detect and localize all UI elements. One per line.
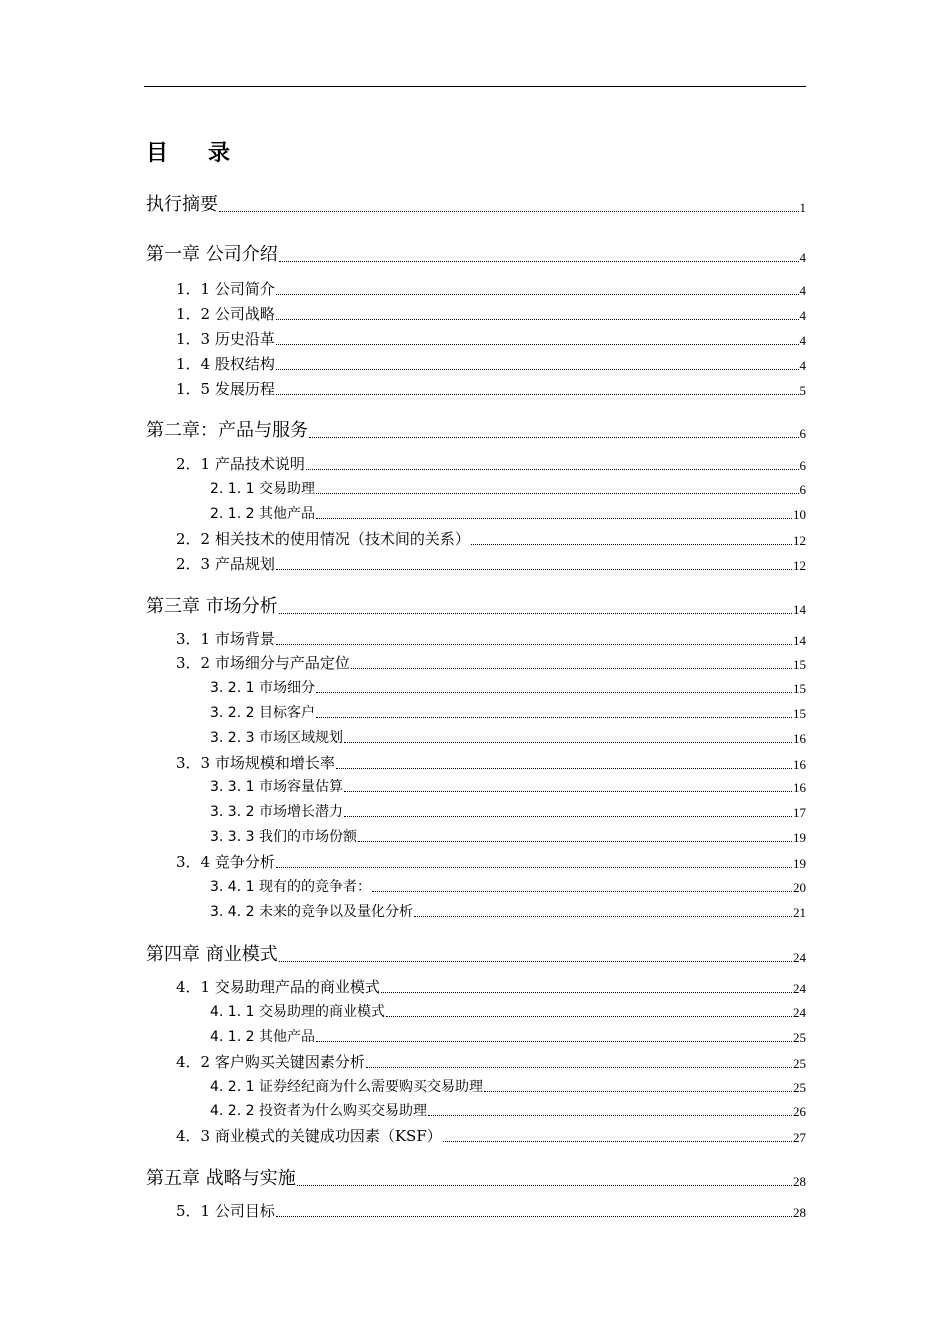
toc-page-number: 6 — [799, 482, 806, 497]
toc-leader-dots — [351, 667, 792, 669]
toc-section-entry[interactable] — [176, 528, 806, 549]
toc-section-entry[interactable] — [176, 1200, 806, 1221]
toc-leader-dots — [381, 991, 792, 993]
toc-page-number: 20 — [793, 880, 806, 895]
toc-page-number: 4 — [799, 250, 806, 265]
toc-leader-dots — [276, 343, 799, 345]
toc-page-number: 1 — [799, 200, 806, 215]
toc-page-number: 27 — [793, 1130, 806, 1145]
toc-page-number: 26 — [793, 1104, 806, 1119]
toc-entry-label: 第二章：产品与服务 — [146, 420, 308, 441]
toc-leader-dots — [309, 436, 799, 438]
toc-leader-dots — [316, 1040, 792, 1042]
toc-section-entry[interactable] — [176, 851, 806, 872]
toc-subsection-entry[interactable] — [210, 478, 806, 498]
header-rule — [144, 86, 806, 87]
toc-leader-dots — [366, 1066, 792, 1068]
toc-leader-dots — [316, 716, 792, 718]
toc-entry-label: 1．5 发展历程 — [176, 380, 275, 398]
toc-entry-label: 第三章 市场分析 — [146, 596, 278, 617]
toc-page-number: 4 — [799, 283, 806, 298]
toc-title: 目录 — [146, 141, 271, 166]
toc-entry-label: 1．1 公司简介 — [176, 280, 275, 298]
toc-subsection-entry[interactable] — [210, 1076, 806, 1096]
toc-entry-label: 4．1 交易助理产品的商业模式 — [176, 978, 380, 996]
toc-entry-label: 1．4 股权结构 — [176, 355, 275, 373]
toc-section-entry[interactable] — [176, 976, 806, 997]
toc-entry-label: 执行摘要 — [146, 194, 218, 215]
toc-subsection-entry[interactable] — [210, 727, 806, 747]
toc-entry-label: 2. 1. 2 其他产品 — [210, 506, 315, 522]
toc-entry-label: 3. 2. 3 市场区域规划 — [210, 730, 343, 746]
toc-leader-dots — [276, 1215, 792, 1217]
toc-leader-dots — [484, 1090, 792, 1092]
toc-section-entry[interactable] — [176, 1125, 806, 1146]
toc-page-number: 15 — [793, 706, 806, 721]
toc-page-number: 16 — [793, 757, 806, 772]
toc-page-number: 10 — [793, 507, 806, 522]
toc-page-number: 28 — [793, 1205, 806, 1220]
toc-page-number: 28 — [793, 1174, 806, 1189]
toc-leader-dots — [276, 393, 799, 395]
toc-entry-label: 1．2 公司战略 — [176, 305, 275, 323]
toc-section-entry[interactable] — [176, 328, 806, 349]
toc-leader-dots — [443, 1140, 792, 1142]
toc-page-number: 4 — [799, 333, 806, 348]
toc-leader-dots — [279, 612, 792, 614]
toc-chapter-entry[interactable] — [146, 1164, 806, 1190]
toc-page-number: 5 — [799, 383, 806, 398]
toc-subsection-entry[interactable] — [210, 503, 806, 523]
toc-leader-dots — [336, 767, 792, 769]
toc-leader-dots — [414, 915, 792, 917]
toc-section-entry[interactable] — [176, 378, 806, 399]
toc-entry-label: 2．1 产品技术说明 — [176, 455, 305, 473]
toc-leader-dots — [344, 790, 792, 792]
toc-page-number: 25 — [793, 1056, 806, 1071]
toc-leader-dots — [316, 492, 799, 494]
toc-page-number: 12 — [793, 533, 806, 548]
toc-section-entry[interactable] — [176, 1051, 806, 1072]
toc-page-number: 25 — [793, 1030, 806, 1045]
toc-entry-label: 第五章 战略与实施 — [146, 1168, 296, 1189]
toc-section-entry[interactable] — [176, 628, 806, 649]
toc-leader-dots — [316, 691, 792, 693]
toc-page-number: 19 — [793, 830, 806, 845]
toc-leader-dots — [276, 866, 792, 868]
toc-entry-label: 4. 1. 1 交易助理的商业模式 — [210, 1004, 385, 1020]
toc-leader-dots — [219, 210, 799, 212]
toc-chapter-entry[interactable] — [146, 416, 806, 442]
toc-page-number: 24 — [793, 981, 806, 996]
toc-page-number: 4 — [799, 308, 806, 323]
toc-page-number: 24 — [793, 1005, 806, 1020]
toc-leader-dots — [276, 568, 792, 570]
toc-leader-dots — [344, 741, 792, 743]
toc-leader-dots — [316, 517, 792, 519]
toc-section-entry[interactable] — [176, 353, 806, 374]
toc-leader-dots — [372, 890, 792, 892]
toc-leader-dots — [297, 1184, 792, 1186]
toc-page-number: 15 — [793, 657, 806, 672]
toc-entry-label: 3. 4. 2 未来的竞争以及量化分析 — [210, 904, 413, 920]
toc-entry-label: 3. 3. 2 市场增长潜力 — [210, 804, 343, 820]
toc-entry-label: 3. 3. 3 我们的市场份额 — [210, 829, 357, 845]
toc-section-entry[interactable] — [176, 453, 806, 474]
toc-leader-dots — [276, 318, 799, 320]
toc-entry-label: 2．2 相关技术的使用情况（技术间的关系） — [176, 530, 470, 548]
toc-entry-label: 4. 2. 2 投资者为什么购买交易助理 — [210, 1103, 427, 1119]
toc-page-number: 6 — [799, 426, 806, 441]
toc-subsection-entry[interactable] — [210, 776, 806, 796]
toc-leader-dots — [306, 468, 799, 470]
toc-section-entry[interactable] — [176, 303, 806, 324]
toc-chapter-entry[interactable] — [146, 592, 806, 618]
toc-page-number: 17 — [793, 805, 806, 820]
toc-entry-label: 第四章 商业模式 — [146, 944, 278, 965]
toc-chapter-entry[interactable] — [146, 190, 806, 216]
toc-entry-label: 1．3 历史沿革 — [176, 330, 275, 348]
toc-section-entry[interactable] — [176, 752, 806, 773]
toc-page-number: 14 — [793, 633, 806, 648]
toc-subsection-entry[interactable] — [210, 1026, 806, 1046]
toc-leader-dots — [276, 293, 799, 295]
toc-entry-label: 2．3 产品规划 — [176, 555, 275, 573]
toc-page-number: 4 — [799, 358, 806, 373]
toc-section-entry[interactable] — [176, 652, 806, 673]
toc-leader-dots — [386, 1015, 792, 1017]
toc-entry-label: 2. 1. 1 交易助理 — [210, 481, 315, 497]
toc-leader-dots — [471, 543, 792, 545]
toc-leader-dots — [358, 840, 792, 842]
toc-entry-label: 3．1 市场背景 — [176, 630, 275, 648]
toc-entry-label: 4．2 客户购买关键因素分析 — [176, 1053, 365, 1071]
toc-section-entry[interactable] — [176, 553, 806, 574]
toc-entry-label: 3．2 市场细分与产品定位 — [176, 654, 350, 672]
toc-entry-label: 4. 1. 2 其他产品 — [210, 1029, 315, 1045]
toc-entry-label: 第一章 公司介绍 — [146, 244, 278, 265]
toc-chapter-entry[interactable] — [146, 240, 806, 266]
toc-entry-label: 4. 2. 1 证券经纪商为什么需要购买交易助理 — [210, 1079, 483, 1095]
toc-entry-label: 3. 3. 1 市场容量估算 — [210, 779, 343, 795]
toc-entry-label: 4．3 商业模式的关键成功因素（KSF） — [176, 1127, 442, 1145]
toc-subsection-entry[interactable] — [210, 801, 806, 821]
toc-leader-dots — [276, 368, 799, 370]
toc-page-number: 12 — [793, 558, 806, 573]
toc-subsection-entry[interactable] — [210, 1100, 806, 1120]
toc-entry-label: 3．4 竞争分析 — [176, 853, 275, 871]
toc-page-number: 14 — [793, 602, 806, 617]
toc-leader-dots — [344, 815, 792, 817]
toc-leader-dots — [279, 960, 792, 962]
toc-page-number: 15 — [793, 681, 806, 696]
toc-entry-label: 3. 4. 1 现有的的竞争者： — [210, 879, 371, 895]
toc-subsection-entry[interactable] — [210, 1001, 806, 1021]
toc-page-number: 6 — [799, 458, 806, 473]
toc-section-entry[interactable] — [176, 278, 806, 299]
toc-subsection-entry[interactable] — [210, 876, 806, 896]
toc-page-number: 24 — [793, 950, 806, 965]
toc-subsection-entry[interactable] — [210, 677, 806, 697]
toc-chapter-entry[interactable] — [146, 940, 806, 966]
toc-page-number: 25 — [793, 1080, 806, 1095]
toc-entry-label: 5．1 公司目标 — [176, 1202, 275, 1220]
toc-page-number: 16 — [793, 731, 806, 746]
toc-page-number: 19 — [793, 856, 806, 871]
toc-page-number: 21 — [793, 905, 806, 920]
toc-entry-label: 3. 2. 1 市场细分 — [210, 680, 315, 696]
toc-subsection-entry[interactable] — [210, 702, 806, 722]
toc-leader-dots — [276, 643, 792, 645]
toc-subsection-entry[interactable] — [210, 826, 806, 846]
toc-entry-label: 3. 2. 2 目标客户 — [210, 705, 315, 721]
toc-entry-label: 3．3 市场规模和增长率 — [176, 754, 335, 772]
toc-leader-dots — [279, 260, 799, 262]
toc-subsection-entry[interactable] — [210, 901, 806, 921]
toc-leader-dots — [428, 1114, 792, 1116]
toc-page-number: 16 — [793, 780, 806, 795]
